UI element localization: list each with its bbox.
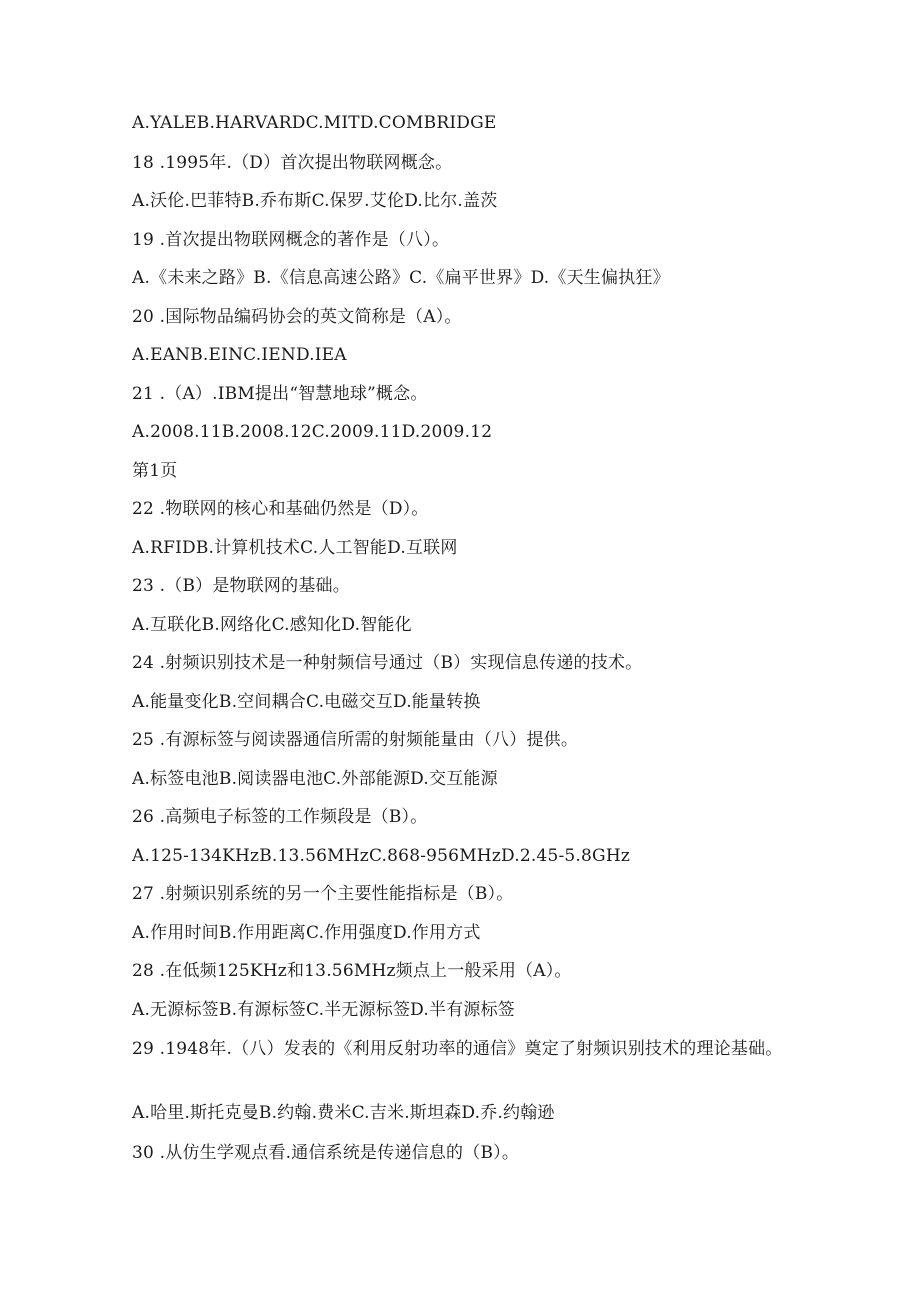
question-23: 23 .（B）是物联网的基础。 — [132, 576, 350, 596]
page-number: 第1页 — [132, 461, 178, 481]
answer-options-28: A.无源标签B.有源标签C.半无源标签D.半有源标签 — [132, 1000, 516, 1020]
answer-options-26: A.125-134KHzB.13.56MHzC.868-956MHzD.2.45-5.8GHz — [132, 846, 631, 866]
answer-options-18: A.沃伦.巴菲特B.乔布斯C.保罗.艾伦D.比尔.盖茨 — [132, 191, 498, 211]
question-27: 27 .射频识别系统的另一个主要性能指标是（B）。 — [132, 884, 514, 904]
answer-options-29: A.哈里.斯托克曼B.约翰.费米C.吉米.斯坦森D.乔.约翰逊 — [132, 1103, 555, 1123]
answer-options-24: A.能量变化B.空间耦合C.电磁交互D.能量转换 — [132, 692, 481, 712]
question-26: 26 .高频电子标签的工作频段是（B）。 — [132, 807, 428, 827]
question-30: 30 .从仿生学观点看.通信系统是传递信息的（B）。 — [132, 1143, 520, 1163]
question-18: 18 .1995年.（D）首次提出物联网概念。 — [132, 153, 453, 173]
question-19: 19 .首次提出物联网概念的著作是（八）。 — [132, 230, 450, 250]
question-20: 20 .国际物品编码协会的英文简称是（A）。 — [132, 307, 462, 327]
question-29: 29 .1948年.（八）发表的《利用反射功率的通信》奠定了射频识别技术的理论基础。 — [132, 1039, 783, 1059]
question-22: 22 .物联网的核心和基础仍然是（D）。 — [132, 499, 429, 519]
answer-options-25: A.标签电池B.阅读器电池C.外部能源D.交互能源 — [132, 769, 498, 789]
answer-options-17: A.YALEB.HARVARDC.MITD.COMBRIDGE — [132, 113, 497, 133]
answer-options-20: A.EANB.EINC.IEND.IEA — [132, 345, 347, 365]
answer-options-23: A.互联化B.网络化C.感知化D.智能化 — [132, 615, 412, 635]
question-28: 28 .在低频125KHz和13.56MHz频点上一般采用（A）。 — [132, 961, 572, 981]
answer-options-22: A.RFIDB.计算机技术C.人工智能D.互联网 — [132, 538, 458, 558]
answer-options-19: A.《未来之路》B.《信息高速公路》C.《扁平世界》D.《天生偏执狂》 — [132, 268, 670, 288]
answer-options-27: A.作用时间B.作用距离C.作用强度D.作用方式 — [132, 923, 481, 943]
question-21: 21 .（A）.IBM提出“智慧地球”概念。 — [132, 384, 428, 404]
answer-options-21: A.2008.11B.2008.12C.2009.11D.2009.12 — [132, 422, 493, 442]
question-25: 25 .有源标签与阅读器通信所需的射频能量由（八）提供。 — [132, 730, 579, 750]
question-24: 24 .射频识别技术是一种射频信号通过（B）实现信息传递的技术。 — [132, 653, 643, 673]
